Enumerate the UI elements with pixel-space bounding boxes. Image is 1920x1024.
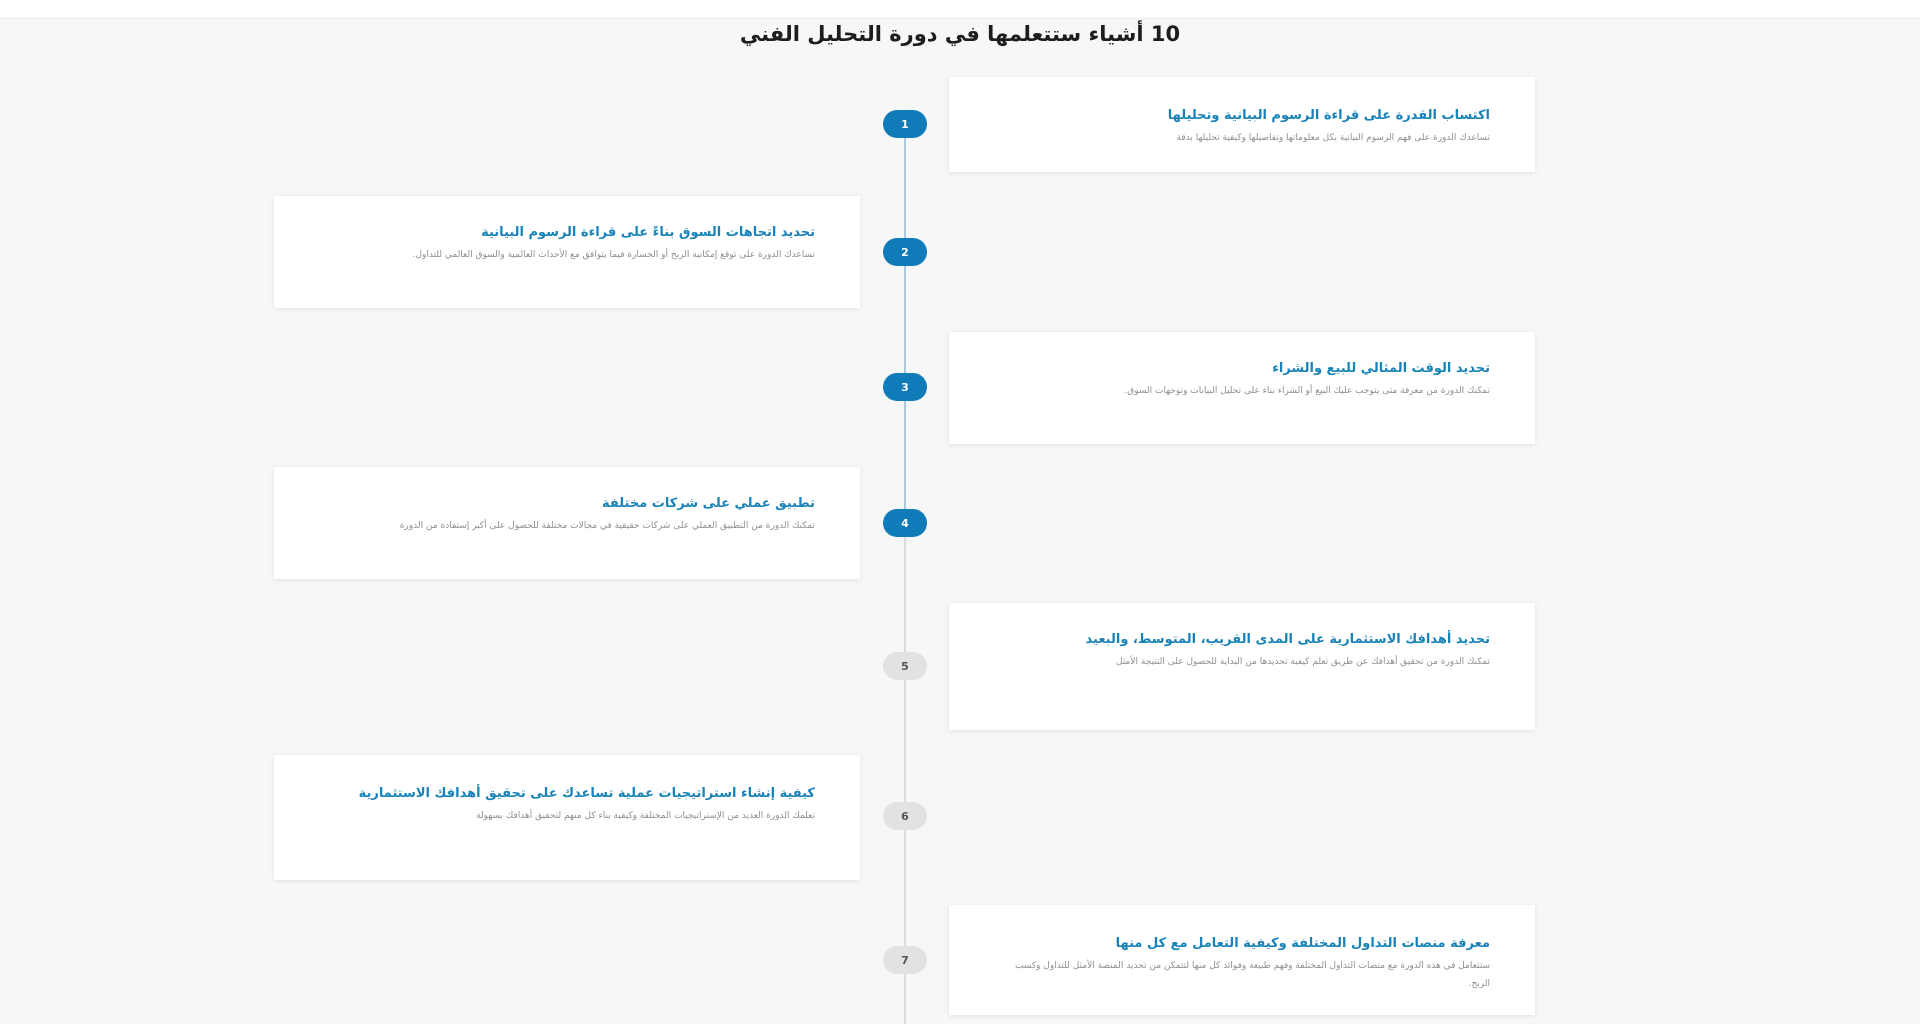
card-title: تحديد أهدافك الاستثمارية على المدى القريب، المتوسط، والبعيد <box>1085 632 1490 647</box>
page-title: 10 أشياء ستتعلمها في دورة التحليل الفني <box>739 22 1181 46</box>
step-number: 1 <box>901 117 909 131</box>
card-title: معرفة منصات التداول المختلفة وكيفية التعامل مع كل منها <box>1115 936 1490 951</box>
top-header-strip <box>0 0 1920 19</box>
timeline-card-7 <box>949 905 1535 1015</box>
step-number: 7 <box>901 953 909 967</box>
timeline-line-progress <box>904 124 906 524</box>
timeline-step-marker-3[interactable] <box>883 373 927 401</box>
timeline-step-marker-4[interactable] <box>883 509 927 537</box>
timeline-step-marker-5[interactable] <box>883 652 927 680</box>
card-description: تمكنك الدورة من معرفة متى يتوجب عليك البيع أو الشراء بناء على تحليل البيانات وتوجهات السوق. <box>1124 386 1490 396</box>
card-description: تساعدك الدورة على فهم الرسوم البيانية بكل معلوماتها وتفاصيلها وكيفية تحليلها بدقة <box>1176 133 1490 143</box>
step-number: 6 <box>901 809 909 823</box>
card-description: ستتعامل في هذه الدورة مع منصات التداول المختلفة وفهم طبيعة وفوائد كل منها لتتمكن من تحديد المنصة الأمثل للتداول وكسب الربح. <box>1014 961 1490 989</box>
card-description: تعلمك الدورة العديد من الإستراتيجيات المختلفة وكيفية بناء كل منهم لتحقيق أهدافك بسهولة <box>476 811 815 821</box>
timeline-card-4 <box>274 467 860 579</box>
timeline-step-marker-7[interactable] <box>883 946 927 974</box>
card-title: تحديد اتجاهات السوق بناءً على قراءة الرسوم البيانية <box>481 225 815 240</box>
timeline-step-marker-2[interactable] <box>883 238 927 266</box>
step-number: 2 <box>901 245 909 259</box>
card-description: تمكنك الدورة من التطبيق العملي على شركات حقيقية في مجالات مختلفة للحصول على أكبر إستفادة من الدورة <box>399 521 815 531</box>
card-title: اكتساب القدرة على قراءة الرسوم البيانية وتحليلها <box>1167 108 1490 123</box>
step-number: 3 <box>901 380 909 394</box>
timeline-card-5 <box>949 603 1535 730</box>
timeline-card-3 <box>949 332 1535 444</box>
timeline-card-2 <box>274 196 860 308</box>
timeline-card-1 <box>949 77 1535 172</box>
card-description: تساعدك الدورة على توقع إمكانية الربح أو الخسارة فيما يتوافق مع الأحداث العالمية والسوق العالمي للتداول. <box>412 250 815 260</box>
step-number: 5 <box>901 659 909 673</box>
step-number: 4 <box>901 516 909 530</box>
card-title: تحديد الوقت المثالي للبيع والشراء <box>1272 361 1490 376</box>
timeline-step-marker-1[interactable] <box>883 110 927 138</box>
timeline-card-6 <box>274 755 860 880</box>
card-title: تطبيق عملي على شركات مختلفة <box>601 496 815 511</box>
timeline-step-marker-6[interactable] <box>883 802 927 830</box>
card-description: تمكنك الدورة من تحقيق أهدافك عن طريق تعلم كيفية تحديدها من البداية للحصول على النتيجة الأمثل <box>1116 657 1490 667</box>
card-title: كيفية إنشاء استراتيجيات عملية تساعدك على تحقيق أهدافك الاستثمارية <box>358 786 815 801</box>
